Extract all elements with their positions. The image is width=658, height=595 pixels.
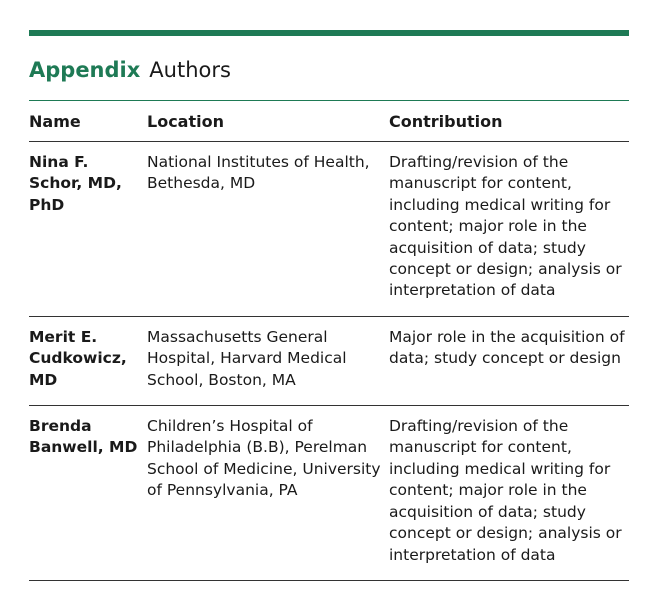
author-location: National Institutes of Health, Bethesda, MD [147, 142, 389, 317]
authors-table [29, 101, 629, 581]
author-name: Nina F. Schor, MD, PhD [29, 142, 147, 317]
table-row [29, 316, 629, 405]
author-contribution: Drafting/revision of the manuscript for content, including medical writing for content; major role in the acquisition of data; study concept or design; analysis or interpretation of data [389, 142, 629, 317]
table-row [29, 142, 629, 317]
caption-label: Appendix [29, 57, 141, 82]
table-row [29, 406, 629, 581]
table-caption [29, 36, 629, 100]
column-header-contribution: Contribution [389, 101, 629, 142]
author-name: Brenda Banwell, MD [29, 406, 147, 581]
header-row [29, 101, 629, 142]
author-contribution: Drafting/revision of the manuscript for content, including medical writing for content; major role in the acquisition of data; study concept or design; analysis or interpretation of data [389, 406, 629, 581]
column-header-location: Location [147, 101, 389, 142]
author-name: Merit E. Cudkowicz, MD [29, 316, 147, 405]
author-location: Massachusetts General Hospital, Harvard Medical School, Boston, MA [147, 316, 389, 405]
author-location: Children’s Hospital of Philadelphia (B.B), Perelman School of Medicine, University of Pennsylvania, PA [147, 406, 389, 581]
column-header-name: Name [29, 101, 147, 142]
author-contribution: Major role in the acquisition of data; study concept or design [389, 316, 629, 405]
caption-title: Authors [149, 57, 231, 82]
appendix-table-figure [29, 30, 629, 581]
